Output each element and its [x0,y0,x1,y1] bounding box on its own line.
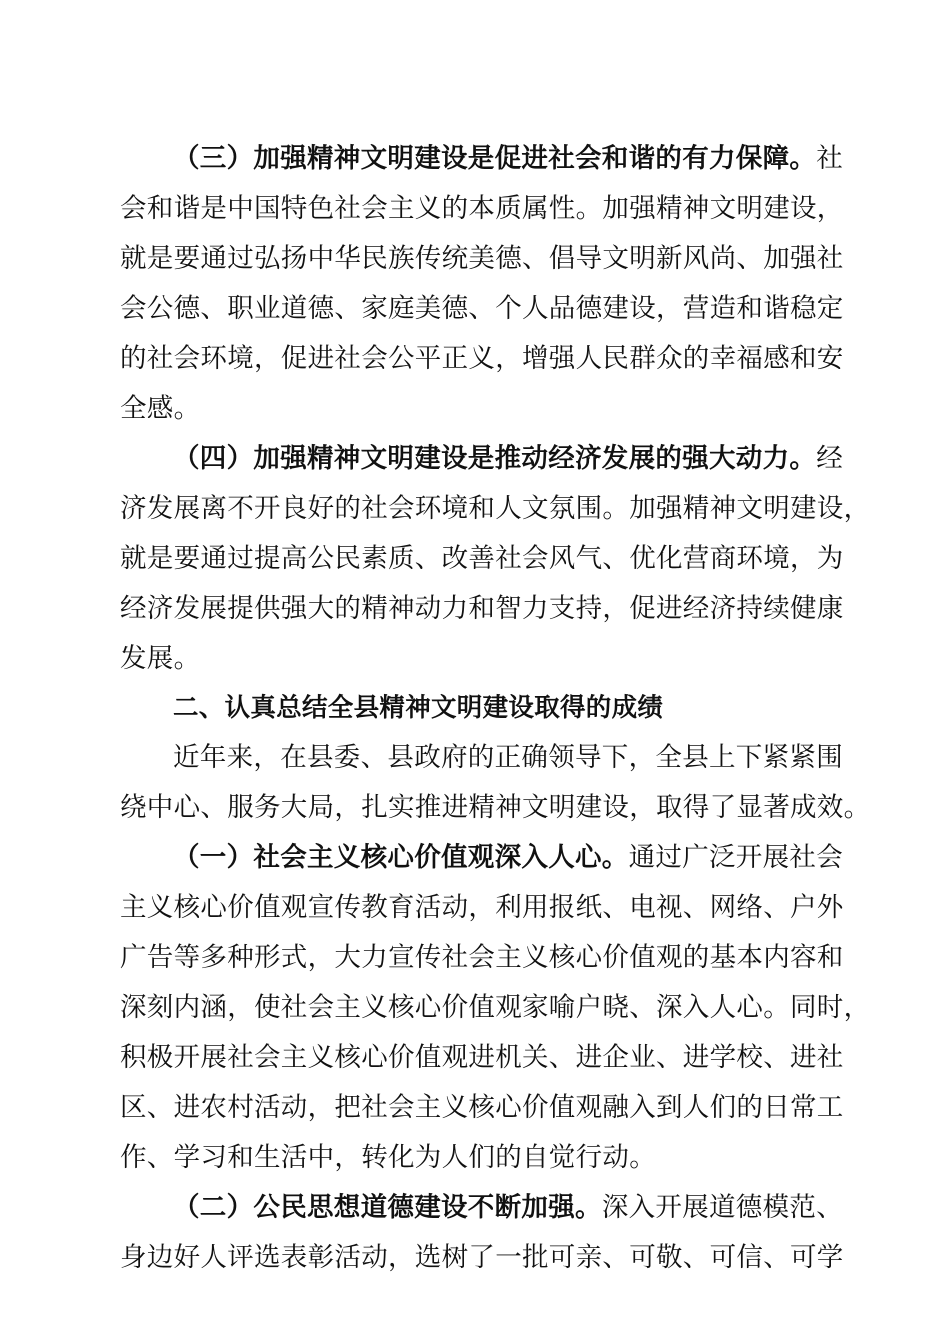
paragraph-3-line-2: 会和谐是中国特色社会主义的本质属性。加强精神文明建设， [120,193,844,224]
paragraph-4-text: 经 [816,443,844,474]
achievement-2-line-1 [173,1184,844,1232]
paragraph-3-text: 社 [816,143,844,174]
paragraph-4-line-2: 济发展离不开良好的社会环境和人文氛围。加强精神文明建设， [120,493,871,524]
achievement-1-line-3: 广告等多种形式，大力宣传社会主义核心价值观的基本内容和 [120,942,844,973]
achievement-1-line-2: 主义核心价值观宣传教育活动，利用报纸、电视、网络、户外 [120,892,844,923]
achievement-1-line-5: 积极开展社会主义核心价值观进机关、进企业、进学校、进社 [120,1042,844,1073]
paragraph-4-line-5: 发展。 [120,643,201,674]
intro-line-1: 近年来，在县委、县政府的正确领导下，全县上下紧紧围 [173,742,843,773]
section-2-heading: 二、认真总结全县精神文明建设取得的成绩 [173,693,664,723]
paragraph-3-line-1 [173,135,844,183]
achievement-1-line-7: 作、学习和生活中，转化为人们的自觉行动。 [120,1142,656,1173]
paragraph-3-line-3: 就是要通过弘扬中华民族传统美德、倡导文明新风尚、加强社 [120,243,844,274]
achievement-1-line-4: 深刻内涵，使社会主义核心价值观家喻户晓、深入人心。同时， [120,992,871,1023]
intro-line-2: 绕中心、服务大局，扎实推进精神文明建设，取得了显著成效。 [120,792,871,823]
achievement-1-lead: （一）社会主义核心价值观深入人心。 [173,842,629,873]
paragraph-4-lead: （四）加强精神文明建设是推动经济发展的强大动力。 [173,443,817,474]
achievement-1-line-6: 区、进农村活动，把社会主义核心价值观融入到人们的日常工 [120,1092,844,1123]
achievement-2-text: 深入开展道德模范、 [601,1192,844,1223]
achievement-1-line-1 [173,834,844,882]
achievement-2-line-2: 身边好人评选表彰活动，选树了一批可亲、可敬、可信、可学 [120,1242,844,1273]
paragraph-4-line-3: 就是要通过提高公民素质、改善社会风气、优化营商环境，为 [120,543,844,574]
paragraph-4-line-1 [173,435,844,483]
paragraph-3-lead: （三）加强精神文明建设是促进社会和谐的有力保障。 [173,143,817,174]
paragraph-4-line-4: 经济发展提供强大的精神动力和智力支持，促进经济持续健康 [120,593,844,624]
achievement-2-lead: （二）公民思想道德建设不断加强。 [173,1192,602,1223]
paragraph-3-line-6: 全感。 [120,393,201,424]
paragraph-3-line-5: 的社会环境，促进社会公平正义，增强人民群众的幸福感和安 [120,343,844,374]
paragraph-3-line-4: 会公德、职业道德、家庭美德、个人品德建设，营造和谐稳定 [120,293,844,324]
achievement-1-text: 通过广泛开展社会 [628,842,844,873]
